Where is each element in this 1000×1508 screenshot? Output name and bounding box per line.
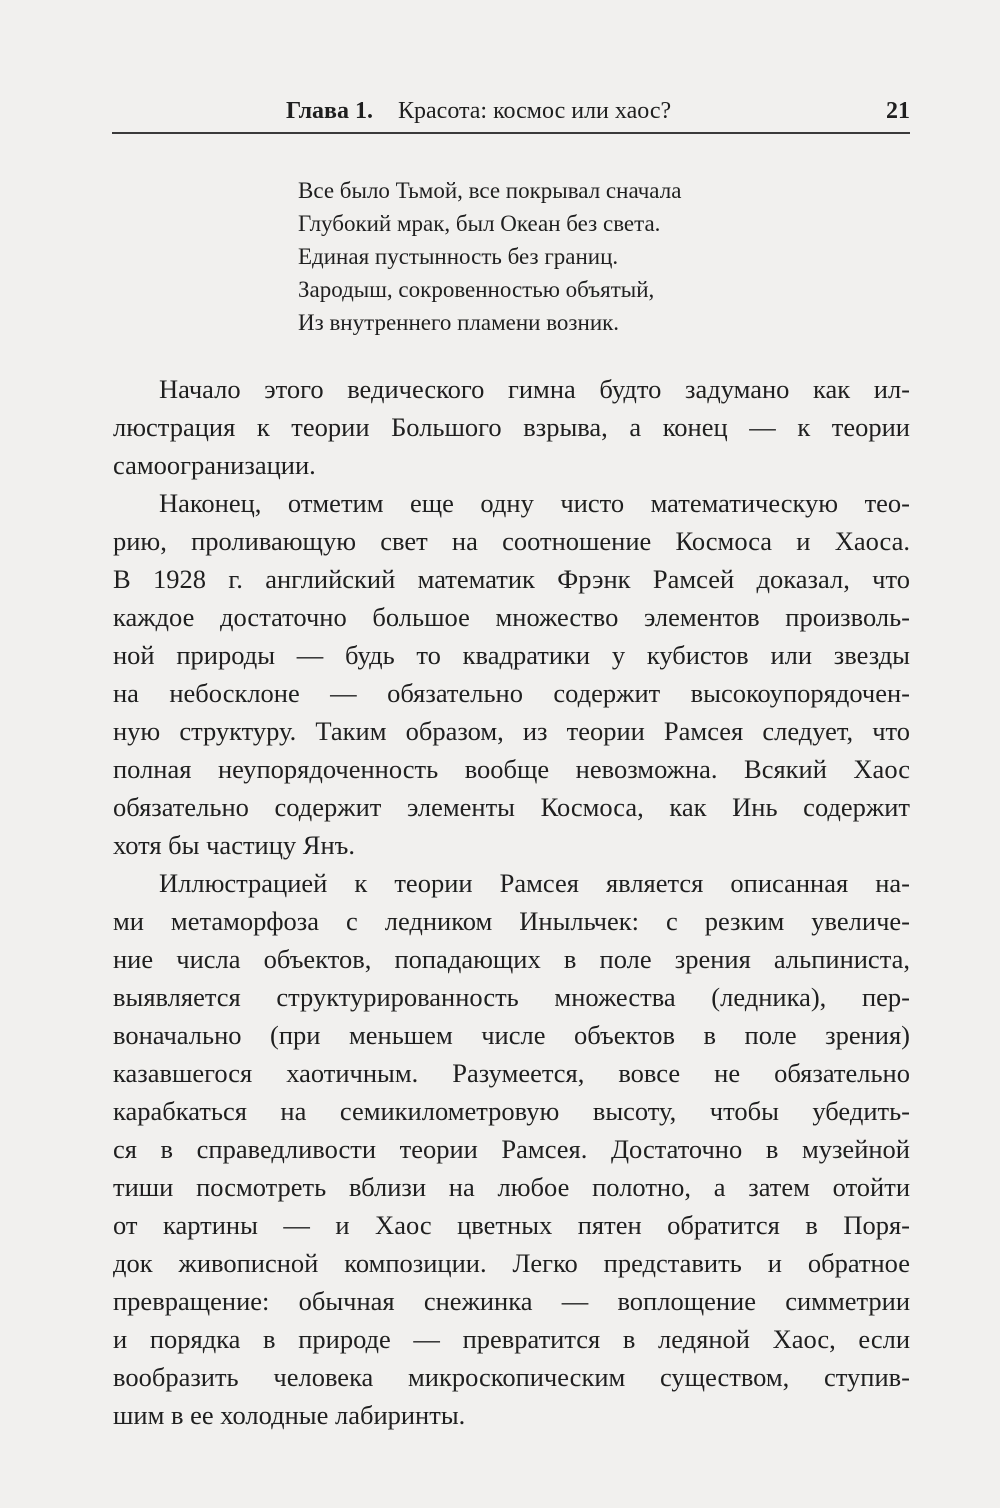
text-line: полная неупорядоченность вообще невозможна. Всякий Хаос (113, 754, 910, 784)
paragraph-vedic-hymn (113, 370, 910, 484)
text-line: ние числа объектов, попадающих в поле зрения альпиниста, (113, 944, 910, 974)
text-line: ся в справедливости теории Рамсея. Достаточно в музейной (113, 1134, 910, 1164)
text-line: каждое достаточно большое множество элементов произволь- (113, 602, 910, 632)
epigraph-line: Все было Тьмой, все покрывал сначала (298, 178, 682, 203)
text-line: тиши посмотреть вблизи на любое полотно, а затем отойти (113, 1172, 910, 1202)
paragraph-illustration (113, 864, 910, 1434)
text-line: казавшегося хаотичным. Разумеется, вовсе не обязательно (113, 1058, 910, 1088)
text-line: и порядка в природе — превратится в ледяной Хаос, если (113, 1324, 910, 1354)
text-line: на небосклоне — обязательно содержит высокоупорядочен- (113, 678, 910, 708)
text-line: от картины — и Хаос цветных пятен обратится в Поря- (113, 1210, 910, 1240)
text-line: хотя бы частицу Янъ. (113, 830, 355, 860)
header-rule (112, 132, 910, 134)
text-line: рию, проливающую свет на соотношение Космоса и Хаоса. (113, 526, 910, 556)
text-line: Наконец, отметим еще одну чисто математическую тео- (159, 488, 910, 518)
page-number: 21 (886, 98, 910, 124)
running-header (112, 96, 910, 136)
text-line: В 1928 г. английский математик Фрэнк Рамсей доказал, что (113, 564, 910, 594)
text-line: Начало этого ведического гимна будто задумано как ил- (159, 374, 910, 404)
text-line: ми метаморфоза с ледником Иныльчек: с резким увеличе- (113, 906, 910, 936)
text-line: воначально (при меньшем числе объектов в поле зрения) (113, 1020, 910, 1050)
text-line: обязательно содержит элементы Космоса, как Инь содержит (113, 792, 910, 822)
epigraph-line: Единая пустынность без границ. (298, 244, 619, 269)
text-line: вообразить человека микроскопическим существом, ступив- (113, 1362, 910, 1392)
text-line: док живописной композиции. Легко представить и обратное (113, 1248, 910, 1278)
paragraph-ramsey-theory (113, 484, 910, 864)
chapter-title: Красота: космос или хаос? (398, 98, 672, 124)
text-line: Иллюстрацией к теории Рамсея является описанная на- (159, 868, 910, 898)
text-line: шим в ее холодные лабиринты. (113, 1400, 466, 1430)
body-text (113, 370, 910, 1434)
chapter-label: Глава 1. (286, 98, 373, 124)
text-line: ной природы — будь то квадратики у кубистов или звезды (113, 640, 910, 670)
text-line: превращение: обычная снежинка — воплощение симметрии (113, 1286, 910, 1316)
epigraph-line: Глубокий мрак, был Океан без света. (298, 211, 661, 236)
epigraph-line: Из внутреннего пламени возник. (298, 310, 620, 335)
text-line: карабкаться на семикилометровую высоту, чтобы убедить- (113, 1096, 910, 1126)
text-line: самоогранизации. (113, 450, 316, 480)
epigraph-line: Зародыш, сокровенностью объятый, (298, 277, 655, 302)
epigraph (298, 174, 818, 339)
text-line: ную структуру. Таким образом, из теории Рамсея следует, что (113, 716, 910, 746)
text-line: выявляется структурированность множества (ледника), пер- (113, 982, 910, 1012)
text-line: люстрация к теории Большого взрыва, а конец — к теории (113, 412, 910, 442)
